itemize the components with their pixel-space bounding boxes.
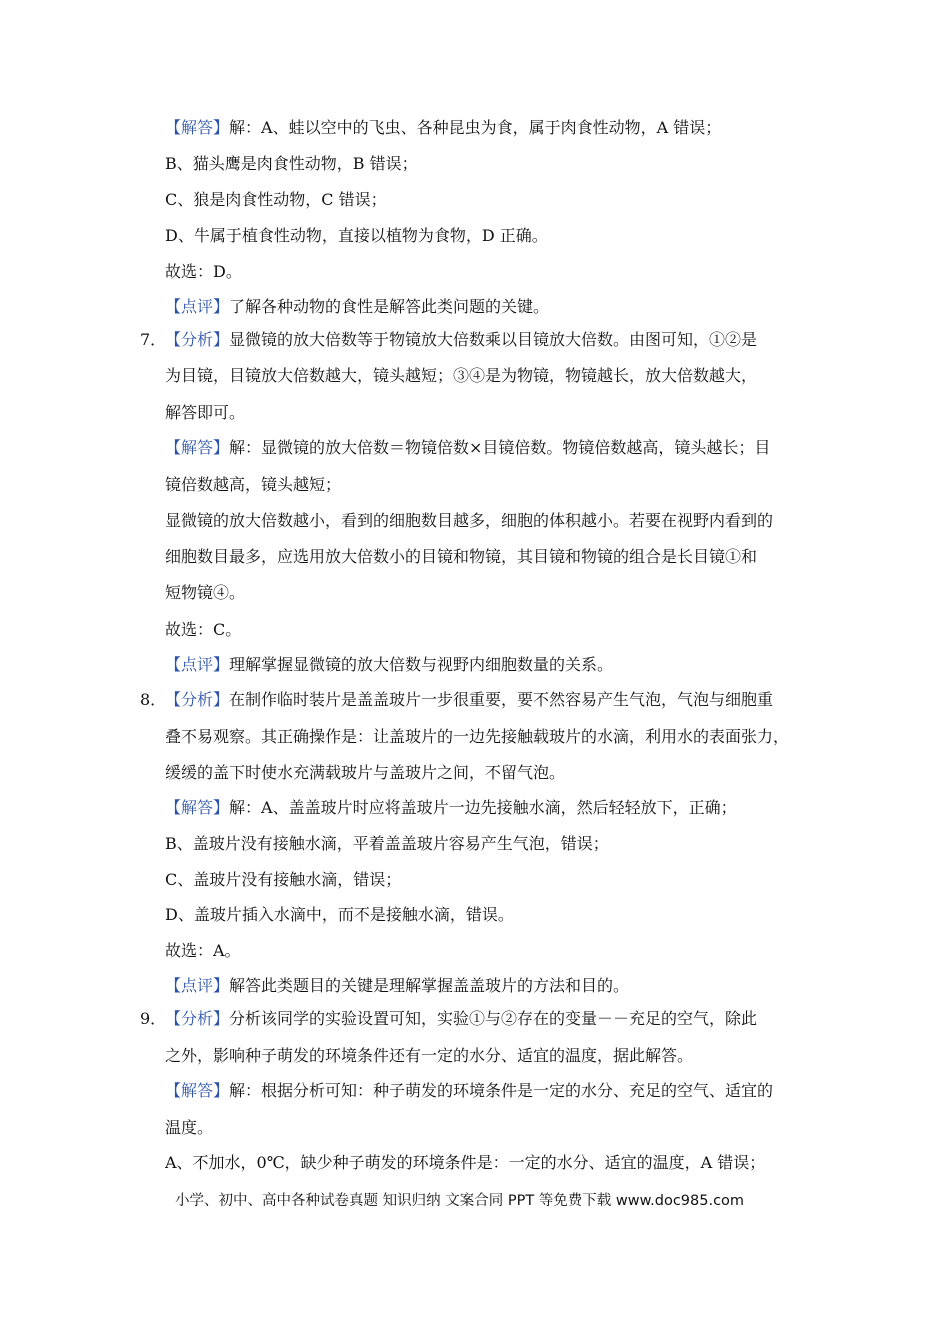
section-tag: 【解答】 <box>165 438 230 457</box>
question-number: 8． <box>140 690 167 709</box>
line-text: 解答即可。 <box>165 403 246 422</box>
section-tag: 【点评】 <box>165 297 230 316</box>
text-line <box>165 154 418 174</box>
text-line <box>165 690 773 710</box>
line-text: B、盖玻片没有接触水滴，平着盖盖玻片容易产生气泡，错误； <box>165 834 609 853</box>
line-text: 温度。 <box>165 1118 214 1137</box>
text-line <box>165 438 770 458</box>
text-line <box>165 620 241 640</box>
line-text: 解答此类题目的关键是理解掌握盖盖玻片的方法和目的。 <box>229 976 630 995</box>
question-number: 7． <box>140 330 167 349</box>
text-line <box>165 511 773 531</box>
text-line <box>165 1118 213 1138</box>
question-number: 9． <box>140 1009 167 1028</box>
section-tag: 【解答】 <box>165 798 230 817</box>
line-text: 短物镜④。 <box>165 583 246 602</box>
text-line <box>165 547 757 567</box>
text-line <box>165 583 245 603</box>
text-line <box>165 366 757 386</box>
text-line <box>165 941 241 961</box>
text-line <box>165 118 721 138</box>
text-line <box>165 403 245 423</box>
line-text: 缓缓的盖下时使水充满载玻片与盖玻片之间，不留气泡。 <box>165 763 566 782</box>
text-line <box>165 1009 757 1029</box>
text-line <box>165 226 548 246</box>
text-line <box>165 905 514 925</box>
line-text: 解：显微镜的放大倍数＝物镜倍数×目镜倍数。物镜倍数越高，镜头越长；目 <box>229 438 771 457</box>
page-footer: 小学、初中、高中各种试卷真题 知识归纳 文案合同 PPT 等免费下载 www.doc985.com <box>175 1193 745 1209</box>
text-line <box>165 763 565 783</box>
text-line <box>165 330 757 350</box>
text-line <box>165 798 737 818</box>
line-text: C、狼是肉食性动物，C 错误； <box>165 190 387 209</box>
line-text: 解：A、蛙以空中的飞虫、各种昆虫为食，属于肉食性动物，A 错误； <box>229 118 722 137</box>
line-text: 分析该同学的实验设置可知，实验①与②存在的变量－－充足的空气，除此 <box>229 1009 758 1028</box>
line-text: 细胞数目最多，应选用放大倍数小的目镜和物镜，其目镜和物镜的组合是长目镜①和 <box>165 547 758 566</box>
text-line <box>165 976 629 996</box>
line-text: D、盖玻片插入水滴中，而不是接触水滴，错误。 <box>165 905 514 924</box>
section-tag: 【解答】 <box>165 118 230 137</box>
line-text: 了解各种动物的食性是解答此类问题的关键。 <box>229 297 550 316</box>
line-text: 显微镜的放大倍数等于物镜放大倍数乘以目镜放大倍数。由图可知，①②是 <box>229 330 758 349</box>
text-line <box>165 834 609 854</box>
text-line <box>165 870 401 890</box>
text-line <box>165 475 341 495</box>
line-text: C、盖玻片没有接触水滴，错误； <box>165 870 402 889</box>
text-line <box>165 1081 773 1101</box>
line-text: 叠不易观察。其正确操作是：让盖玻片的一边先接触载玻片的水滴，利用水的表面张力， <box>165 727 790 746</box>
line-text: 故选：A。 <box>165 941 241 960</box>
section-tag: 【点评】 <box>165 976 230 995</box>
section-tag: 【分析】 <box>165 330 230 349</box>
text-line <box>165 655 613 675</box>
line-text: 解：A、盖盖玻片时应将盖玻片一边先接触水滴，然后轻轻放下，正确； <box>229 798 737 817</box>
section-tag: 【分析】 <box>165 690 230 709</box>
line-text: 显微镜的放大倍数越小，看到的细胞数目越多，细胞的体积越小。若要在视野内看到的 <box>165 511 774 530</box>
text-line <box>165 262 242 282</box>
text-line <box>165 190 387 210</box>
line-text: 在制作临时装片是盖盖玻片一步很重要，要不然容易产生气泡，气泡与细胞重 <box>229 690 774 709</box>
section-tag: 【点评】 <box>165 655 230 674</box>
text-line <box>165 1153 765 1173</box>
line-text: 故选：C。 <box>165 620 242 639</box>
line-text: B、猫头鹰是肉食性动物，B 错误； <box>165 154 418 173</box>
line-text: 之外，影响种子萌发的环境条件还有一定的水分、适宜的温度，据此解答。 <box>165 1046 694 1065</box>
section-tag: 【分析】 <box>165 1009 230 1028</box>
line-text: 镜倍数越高，镜头越短； <box>165 475 342 494</box>
line-text: 理解掌握显微镜的放大倍数与视野内细胞数量的关系。 <box>229 655 614 674</box>
line-text: 故选：D。 <box>165 262 242 281</box>
text-line <box>165 297 549 317</box>
text-line <box>165 1046 693 1066</box>
line-text: A、不加水，0℃，缺少种子萌发的环境条件是：一定的水分、适宜的温度，A 错误； <box>165 1153 766 1172</box>
text-line <box>165 727 789 747</box>
section-tag: 【解答】 <box>165 1081 230 1100</box>
line-text: 为目镜，目镜放大倍数越大，镜头越短；③④是为物镜，物镜越长，放大倍数越大， <box>165 366 758 385</box>
line-text: 解：根据分析可知：种子萌发的环境条件是一定的水分、充足的空气、适宜的 <box>229 1081 774 1100</box>
line-text: D、牛属于植食性动物，直接以植物为食物，D 正确。 <box>165 226 548 245</box>
